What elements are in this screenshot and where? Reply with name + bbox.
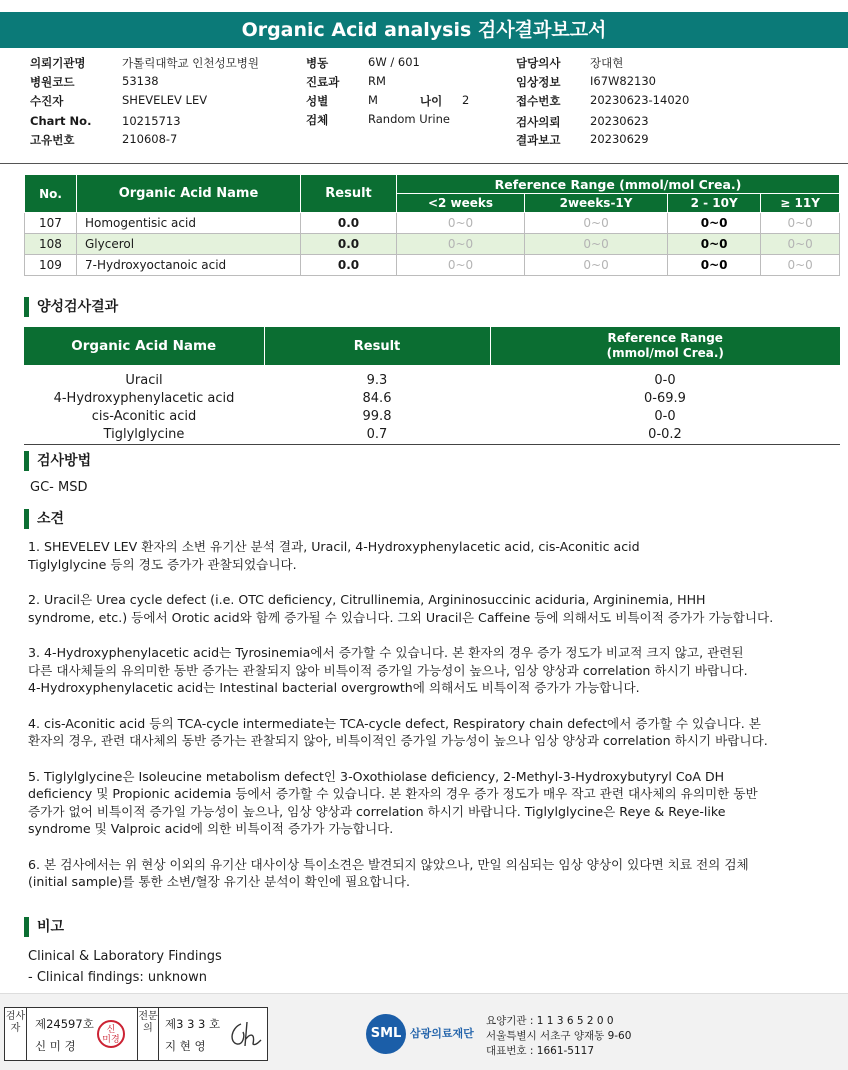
row-result: 0.0 (301, 213, 397, 234)
institution-phone: 대표번호 : 1661-5117 (486, 1045, 595, 1057)
row-ref: 0-0.2 (490, 426, 840, 445)
row-ref-4: 0~0 (761, 255, 840, 276)
row-name: Uracil (125, 373, 163, 388)
col-ref-3: 2 - 10Y (668, 194, 761, 213)
org-name: 삼광의료재단 (410, 1027, 474, 1040)
clinical-label: 임상정보 (516, 75, 561, 89)
age-value: 2 (462, 93, 470, 107)
remarks-line: - Clinical findings: unknown (28, 970, 207, 985)
signature-box (4, 1007, 268, 1061)
report-label: 결과보고 (516, 133, 561, 147)
method-text: GC- MSD (30, 480, 88, 495)
clinical-value: I67W82130 (590, 74, 656, 88)
patient-label: 수진자 (30, 94, 64, 108)
row-ref: 0-69.9 (644, 391, 686, 406)
age-label: 나이 (420, 94, 443, 108)
ward-label: 병동 (306, 56, 329, 70)
doctor-label: 담당의사 (516, 56, 561, 70)
row-ref-1: 0~0 (397, 213, 525, 234)
row-no: 109 (25, 255, 77, 276)
row-no: 107 (25, 213, 77, 234)
seal-stamp: 신 미경 (97, 1020, 125, 1048)
examiner-name: 신 미 경 (35, 1039, 76, 1053)
hospital-label: 의뢰기관명 (30, 56, 86, 70)
finding-item: 5. Tiglylglycine은 Isoleucine metabolism defect인 3-Oxothiolase deficiency, 2-Methyl-3-Hydroxybutyryl CoA DH deficiency 및 Propionic acidemia 등에서 증가할 수 있습니다. 본 환자의 경우 증가 정도가 매우 작고 관련 대사체의 유의미한 동반 증가가 없어 비특이적 증가일 가능성이 높으나, 임상 양상과 correlation 하시기 바랍니다. Tiglylglycine은 Reye & Reye-like syndrome 및 Valproic acid에 의한 비특이적 증가가 가능합니다. (28, 768, 758, 836)
finding-item: 3. 4-Hydroxyphenylacetic acid는 Tyrosinemia에서 증가할 수 있습니다. 본 환자의 경우 증가 정도가 비교적 크지 않고, 관련된 다른 대사체들의 유의미한 동반 증가는 관찰되지 않아 비특이적 증가일 가능성이 높으나, 임상 양상과 correlation 하시기 바랍니다. 4-Hydroxyphenylacetic acid는 Intestinal bacterial overgrowth에 의해서도 비특이적 증가가 가능합니다. (28, 645, 748, 695)
institution-info (486, 1014, 631, 1059)
finding-item: 4. cis-Aconitic acid 등의 TCA-cycle intermediate는 TCA-cycle defect, Respiratory chain defect에서 증가할 수 있습니다. 본 환자의 경우, 관련 대사체의 동반 증가는 관찰되지 않아, 비특이적인 증가일 가능성이 높으나 임상 양상과 correlation 하시기 바랍니다. (28, 715, 768, 748)
chart-label: Chart No. (30, 114, 92, 128)
findings-text (28, 538, 840, 909)
table-row (25, 255, 840, 276)
row-result: 0.0 (301, 234, 397, 255)
reference-unit: (mmol/mol Crea.) (606, 346, 724, 360)
col-ref-2: 2weeks-1Y (525, 194, 668, 213)
table-row (24, 372, 840, 390)
row-result: 99.8 (362, 409, 392, 424)
row-name: Homogentisic acid (77, 213, 301, 234)
table-row (24, 408, 840, 426)
sml-logo-icon: SML (366, 1014, 406, 1054)
dept-label: 진료과 (306, 75, 340, 89)
row-ref-3: 0~0 (668, 255, 761, 276)
col-reference: Reference Range (mmol/mol Crea.) (397, 175, 840, 194)
organic-acid-table (24, 174, 840, 276)
table-row (25, 234, 840, 255)
header-divider (0, 163, 848, 164)
sex-label: 성별 (306, 94, 329, 108)
reference-title: Reference Range (607, 331, 723, 345)
dept-value: RM (368, 74, 386, 88)
id-label: 고유번호 (30, 133, 75, 147)
row-result: 0.0 (301, 255, 397, 276)
request-label: 검사의뢰 (516, 115, 561, 129)
approver-name: 지 현 영 (165, 1039, 206, 1053)
approver-number: 제3 3 3 호 (165, 1017, 221, 1031)
request-value: 20230623 (590, 114, 649, 128)
row-ref: 0-0 (654, 409, 676, 424)
approver-vertical-label: 전문의 (137, 1008, 159, 1060)
patient-info (0, 55, 848, 155)
code-label: 병원코드 (30, 75, 75, 89)
table-row (25, 213, 840, 234)
method-heading: 검사방법 (24, 451, 91, 471)
col-name: Organic Acid Name (24, 327, 264, 365)
doctor-value: 장대현 (590, 56, 624, 70)
report-title: Organic Acid analysis 검사결과보고서 (0, 12, 848, 48)
sex-value: M (368, 93, 378, 107)
examiner-vertical-label: 검사자 (5, 1008, 27, 1060)
receipt-value: 20230623-14020 (590, 93, 690, 107)
col-ref-1: <2 weeks (397, 194, 525, 213)
row-name: cis-Aconitic acid (91, 409, 197, 424)
findings-heading: 소견 (24, 509, 64, 529)
remarks-heading: 비고 (24, 917, 64, 937)
finding-item: 6. 본 검사에서는 위 현상 이외의 유기산 대사이상 특이소견은 발견되지 않았으나, 만일 의심되는 임상 양상이 있다면 치료 전의 검체 (initial sample)를 통한 소변/혈장 유기산 분석이 확인에 필요합니다. (28, 856, 749, 889)
finding-item: 2. Uracil은 Urea cycle defect (i.e. OTC deficiency, Citrullinemia, Argininosuccinic aciduria, Argininemia, HHH syndrome, etc.) 등에서 Orotic acid와 함께 증가될 수 있습니다. 그외 Uracil은 Caffeine 등에 의해서도 비특이적 증가가 가능합니다. (28, 592, 774, 625)
id-value: 210608-7 (122, 132, 178, 146)
col-result: Result (301, 175, 397, 213)
row-ref-2: 0~0 (525, 213, 668, 234)
row-ref-1: 0~0 (397, 255, 525, 276)
specimen-label: 검체 (306, 113, 329, 127)
patient-value: SHEVELEV LEV (122, 93, 208, 107)
row-ref-2: 0~0 (525, 255, 668, 276)
receipt-label: 접수번호 (516, 94, 561, 108)
row-ref-4: 0~0 (761, 234, 840, 255)
row-ref-1: 0~0 (397, 234, 525, 255)
specimen-value: Random Urine (368, 112, 450, 126)
row-ref-4: 0~0 (761, 213, 840, 234)
row-name: Tiglylglycine (24, 426, 264, 445)
row-name: 4-Hydroxyphenylacetic acid (53, 391, 235, 406)
hospital-value: 가톨릭대학교 인천성모병원 (122, 56, 259, 70)
col-result: Result (264, 327, 490, 365)
examiner-number: 제24597호 (35, 1017, 94, 1031)
row-ref-2: 0~0 (525, 234, 668, 255)
row-ref: 0-0 (654, 373, 676, 388)
table-row (24, 426, 840, 445)
report-value: 20230629 (590, 132, 649, 146)
finding-item: 1. SHEVELEV LEV 환자의 소변 유기산 분석 결과, Uracil, 4-Hydroxyphenylacetic acid, cis-Aconitic acid Tiglylglycine 등의 경도 증가가 관찰되었습니다. (28, 539, 640, 572)
signature-icon (227, 1018, 263, 1050)
positive-heading: 양성검사결과 (24, 297, 118, 317)
ward-value: 6W / 601 (368, 55, 420, 69)
code-value: 53138 (122, 74, 159, 88)
col-name: Organic Acid Name (77, 175, 301, 213)
row-result: 0.7 (264, 426, 490, 445)
col-ref-4: ≥ 11Y (761, 194, 840, 213)
remarks-text (28, 946, 222, 988)
institution-address: 서울특별시 서초구 양재동 9-60 (486, 1030, 632, 1042)
row-result: 9.3 (366, 373, 388, 388)
row-no: 108 (25, 234, 77, 255)
institution-number: 요양기관 : 1 1 3 6 5 2 0 0 (486, 1015, 614, 1027)
col-no: No. (25, 175, 77, 213)
chart-value: 10215713 (122, 114, 181, 128)
row-result: 84.6 (362, 391, 392, 406)
table-row (24, 390, 840, 408)
col-reference (490, 327, 840, 365)
row-name: 7-Hydroxyoctanoic acid (77, 255, 301, 276)
remarks-line: Clinical & Laboratory Findings (28, 949, 222, 964)
row-ref-3: 0~0 (668, 213, 761, 234)
row-ref-3: 0~0 (668, 234, 761, 255)
positive-results-table (24, 327, 840, 445)
row-name: Glycerol (77, 234, 301, 255)
